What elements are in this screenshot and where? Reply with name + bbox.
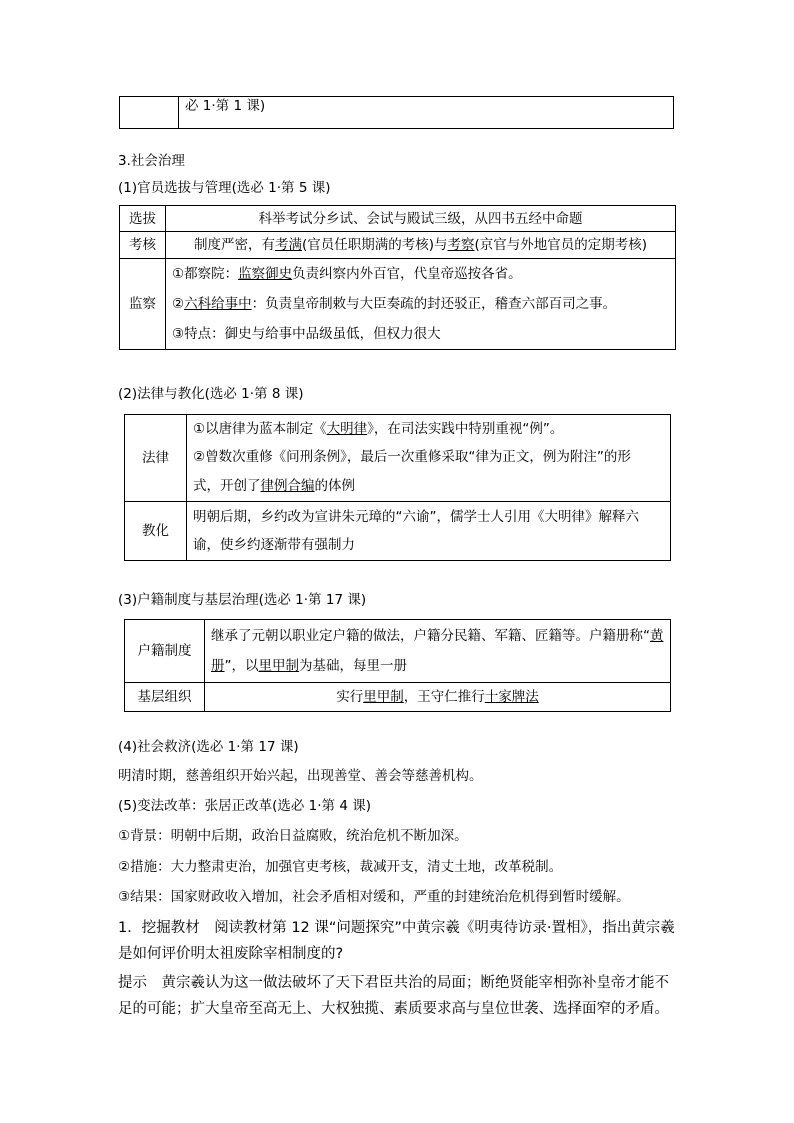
table-row <box>125 502 671 561</box>
row-label: 教化 <box>125 502 187 561</box>
underlined-term: 监察御史 <box>238 266 293 282</box>
text-line: 明朝后期，乡约改为宣讲朱元璋的“六谕”，儒学士人引用《大明律》解释六 <box>193 509 639 525</box>
row-label: 户籍制度 <box>125 620 205 683</box>
table-row <box>125 415 671 502</box>
subsection-heading: (3)户籍制度与基层治理(选必 1·第 17 课) <box>118 592 367 608</box>
row-text <box>187 502 671 561</box>
underlined-term: 十家牌法 <box>484 689 539 705</box>
text-run: (官员任职期满的考核)与 <box>301 237 448 253</box>
underlined-term: 黄 <box>650 628 664 644</box>
table-row <box>120 206 676 232</box>
row-label: 考核 <box>120 232 166 259</box>
subsection-heading: (5)变法改革：张居正改革(选必 1·第 4 课) <box>118 798 371 814</box>
text-run: 负责纠察内外百官，代皇帝巡按各省。 <box>292 266 522 282</box>
row-label: 法律 <box>125 415 187 502</box>
text-line: 谕，使乡约逐渐带有强制力 <box>193 537 355 553</box>
underlined-term: 六科给事中 <box>184 296 252 312</box>
text-line <box>172 289 669 319</box>
underlined-term: 律例合编 <box>260 478 315 494</box>
table-row <box>125 683 671 712</box>
row-text <box>166 232 676 259</box>
text-run: 继承了元朝以职业定户籍的做法，户籍分民籍、军籍、匠籍等。户籍册称“ <box>211 628 650 644</box>
text-line <box>193 416 664 442</box>
top-table <box>119 96 674 129</box>
row-label: 监察 <box>120 259 166 350</box>
text-run: 实行 <box>336 689 364 705</box>
row-text <box>187 415 671 502</box>
table-row <box>125 620 671 683</box>
text-run: 》，在司法实践中特别重视“例”。 <box>367 421 564 437</box>
underlined-term: 考满 <box>274 237 302 253</box>
text-run: ② <box>172 296 185 312</box>
text-run: ：负责皇帝制敕与大臣奏疏的封还驳正，稽查六部百司之事。 <box>251 296 617 312</box>
body-text: ②措施：大力整肃吏治，加强官吏考核，裁减开支，清丈土地，改革税制。 <box>118 859 563 875</box>
text-run: ①以唐律为蓝本制定《 <box>193 421 327 437</box>
subsection-heading: (4)社会救济(选必 1·第 17 课) <box>118 739 299 755</box>
text-line: ③特点：御史与给事中品级虽低，但权力很大 <box>172 326 441 342</box>
text-run: 式，开创了 <box>193 478 261 494</box>
text-line <box>193 472 664 500</box>
household-table <box>124 619 671 712</box>
table-row <box>120 232 676 259</box>
text-line <box>211 651 664 681</box>
text-line: ②曾数次重修《问刑条例》，最后一次重修采取“律为正文，例为附注”的形 <box>193 449 631 465</box>
table-row <box>120 97 674 129</box>
table-row <box>120 259 676 350</box>
text-run: (京官与外地官员的定期考核) <box>474 237 648 253</box>
question-text: 1．挖掘教材 阅读教材第 12 课“问题探究”中黄宗羲《明夷待访录·置相》，指出黄宗羲是如何评价明太祖废除宰相制度的? <box>118 920 675 962</box>
answer-text: 提示 黄宗羲认为这一做法破坏了天下君臣共治的局面；断绝贤能宰相弥补皇帝才能不足的可能；扩大皇帝至高无上、大权独揽、素质要求高与皇位世袭、选择面窄的矛盾。 <box>118 975 669 1017</box>
text-run: 为基础，每里一册 <box>299 658 407 674</box>
official-table <box>119 205 676 350</box>
row-text: 科举考试分乡试、会试与殿试三级，从四书五经中命题 <box>166 206 676 232</box>
text-run: 的体例 <box>314 478 355 494</box>
underlined-term: 里甲制 <box>258 658 299 674</box>
row-label: 选拔 <box>120 206 166 232</box>
law-table <box>124 414 671 561</box>
text-run: ，王守仁推行 <box>403 689 485 705</box>
table-cell: 必 1·第 1 课) <box>179 97 674 129</box>
text-run: ①都察院： <box>172 266 239 282</box>
text-run: ”，以 <box>224 658 259 674</box>
section-title: 3.社会治理 <box>118 153 185 169</box>
row-text <box>166 259 676 350</box>
row-text <box>205 620 671 683</box>
body-text: 明清时期，慈善组织开始兴起，出现善堂、善会等慈善机构。 <box>118 768 483 784</box>
row-text <box>205 683 671 712</box>
underlined-term: 大明律 <box>326 421 368 437</box>
text-line <box>172 259 669 289</box>
subsection-heading: (2)法律与教化(选必 1·第 8 课) <box>118 386 304 402</box>
underlined-term: 里甲制 <box>363 689 404 705</box>
underlined-term: 考察 <box>447 237 475 253</box>
table-cell <box>120 97 179 129</box>
underlined-term: 册 <box>211 658 225 674</box>
text-run: 制度严密，有 <box>193 237 275 253</box>
body-text: ①背景：明朝中后期，政治日益腐败，统治危机不断加深。 <box>118 828 468 844</box>
row-label: 基层组织 <box>125 683 205 712</box>
text-line <box>211 621 664 651</box>
subsection-heading: (1)官员选拔与管理(选必 1·第 5 课) <box>118 180 331 196</box>
body-text: ③结果：国家财政收入增加，社会矛盾相对缓和，严重的封建统治危机得到暂时缓解。 <box>118 889 630 905</box>
